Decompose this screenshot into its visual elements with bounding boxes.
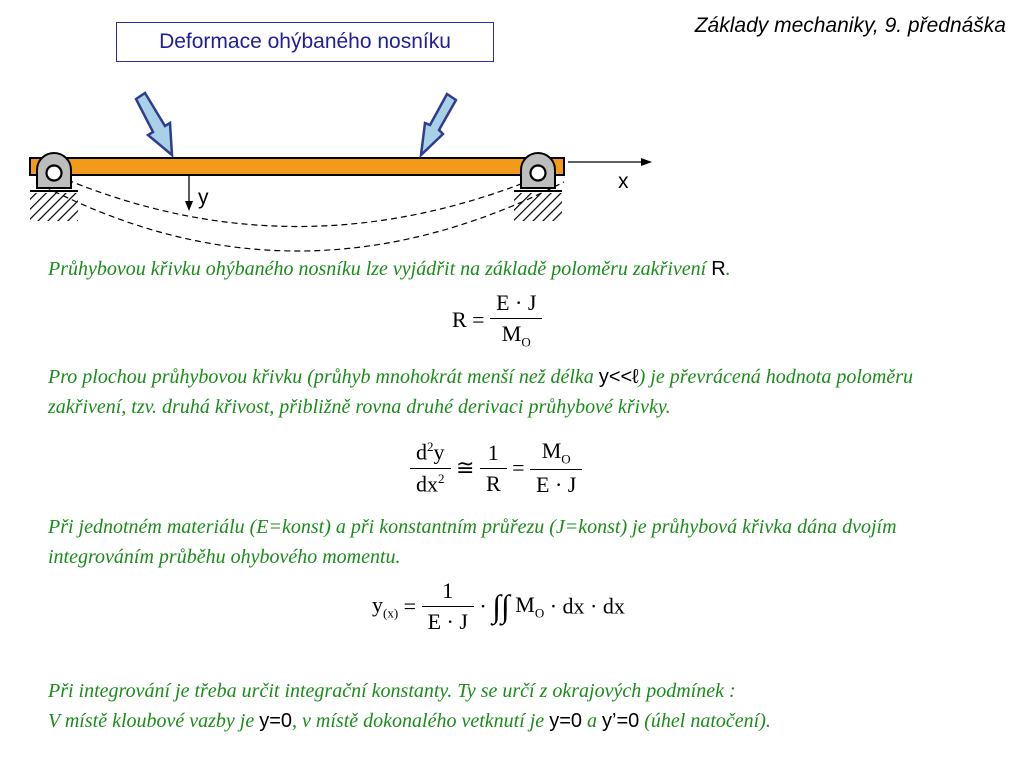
- p4-cond2: y=0: [549, 709, 582, 732]
- f3-den: E · J: [427, 609, 468, 634]
- formula-deflection: [372, 578, 625, 635]
- f2-num1: [410, 439, 451, 468]
- f2-den1-sup: 2: [438, 470, 445, 486]
- formula-radius: [452, 290, 542, 350]
- f2-den1: [410, 469, 451, 497]
- f1-denominator: [490, 319, 542, 350]
- paragraph-boundary-conditions: [48, 677, 988, 736]
- f3-integrals: ∫∫: [492, 588, 510, 624]
- deflection-curve-lower: [36, 182, 564, 251]
- beam: [30, 158, 564, 175]
- p4-b: , v místě dokonalého vetknutí je: [292, 709, 550, 732]
- paragraph-curvature: [48, 363, 988, 422]
- formula-curvature: [410, 438, 582, 498]
- f2-fraction-moment: [530, 438, 582, 498]
- beam-diagram: [0, 80, 700, 260]
- p4-cond1: y=0: [259, 709, 293, 732]
- f3-rest: · dx · dx: [549, 593, 625, 619]
- p4-c: a: [582, 709, 602, 732]
- f3-fraction: [422, 578, 474, 635]
- f2-fraction-derivative: [410, 439, 451, 497]
- f3-lhs-sub: (x): [383, 605, 399, 621]
- p1-text: Průhybovou křivku ohýbaného nosníku lze vyjádřit na základě poloměru zakřivení: [48, 258, 712, 280]
- y-axis-arrowhead: [185, 201, 193, 211]
- f2-fraction-inverse-radius: [480, 440, 507, 497]
- y-axis-label: y: [198, 186, 209, 209]
- f2-num1-main: d: [416, 439, 427, 465]
- slide-title: Deformace ohýbaného nosníku: [116, 22, 494, 62]
- p4-line2: [48, 707, 988, 737]
- p3-text: Při jednotném materiálu (E=konst) a při konstantním průřezu (J=konst) je průhybová křivka dána dvojím integrováním průběhu ohybového momentu.: [48, 516, 897, 568]
- f3-eq: =: [403, 593, 417, 619]
- f1-den-main: M: [501, 321, 522, 346]
- f2-den3: E · J: [536, 472, 577, 498]
- paragraph-radius-intro: [48, 255, 988, 285]
- x-axis-arrowhead: [641, 158, 652, 166]
- f2-num3-sub: O: [561, 451, 571, 467]
- p1-end: .: [725, 258, 731, 280]
- f3-dot: ·: [479, 593, 487, 619]
- f2-den2: R: [485, 470, 501, 496]
- f2-num1-rest: y: [433, 439, 445, 465]
- f2-eq: =: [512, 455, 525, 481]
- load-arrow-left: [136, 93, 172, 155]
- x-axis-label: x: [618, 170, 629, 193]
- course-title: Základy mechaniky, 9. přednáška: [694, 14, 1006, 37]
- f2-num3: [530, 438, 582, 470]
- f3-moment: [515, 591, 545, 621]
- p4-a: V místě kloubové vazby je: [48, 709, 260, 732]
- p2-text-b: ) je převrácená hodnota poloměru zakřivení, tzv. druhá křivost, přibližně rovna druhé derivaci průhybové křivky.: [48, 366, 914, 418]
- f2-approx: ≅: [456, 455, 475, 481]
- f1-fraction: [490, 290, 542, 350]
- p2-text-a: Pro plochou průhybovou křivku (průhyb mnohokrát menší než délka: [48, 366, 599, 388]
- p4-cond3: y’=0: [602, 709, 640, 732]
- f1-lhs: R =: [452, 307, 485, 333]
- f3-num: 1: [422, 578, 474, 607]
- f2-num1-sup: 2: [427, 439, 434, 455]
- f3-lhs-main: y: [372, 591, 383, 617]
- f2-den1-main: dx: [416, 471, 438, 497]
- load-arrow-right: [421, 94, 456, 155]
- f1-numerator: E · J: [490, 290, 542, 319]
- f2-num2: 1: [480, 440, 507, 469]
- f1-den-sub: O: [521, 334, 531, 350]
- f2-num3-main: M: [541, 438, 562, 463]
- paragraph-integration: [48, 513, 988, 572]
- p4-line1: Při integrování je třeba určit integrační konstanty. Ty se určí z okrajových podmínek :: [48, 680, 736, 702]
- p4-d: (úhel natočení).: [639, 709, 771, 732]
- p2-symbol: y<<ℓ: [598, 366, 639, 388]
- f3-m-main: M: [515, 591, 535, 617]
- f3-lhs: [372, 591, 399, 621]
- p1-symbol: R: [711, 258, 726, 280]
- f3-m-sub: O: [534, 605, 545, 621]
